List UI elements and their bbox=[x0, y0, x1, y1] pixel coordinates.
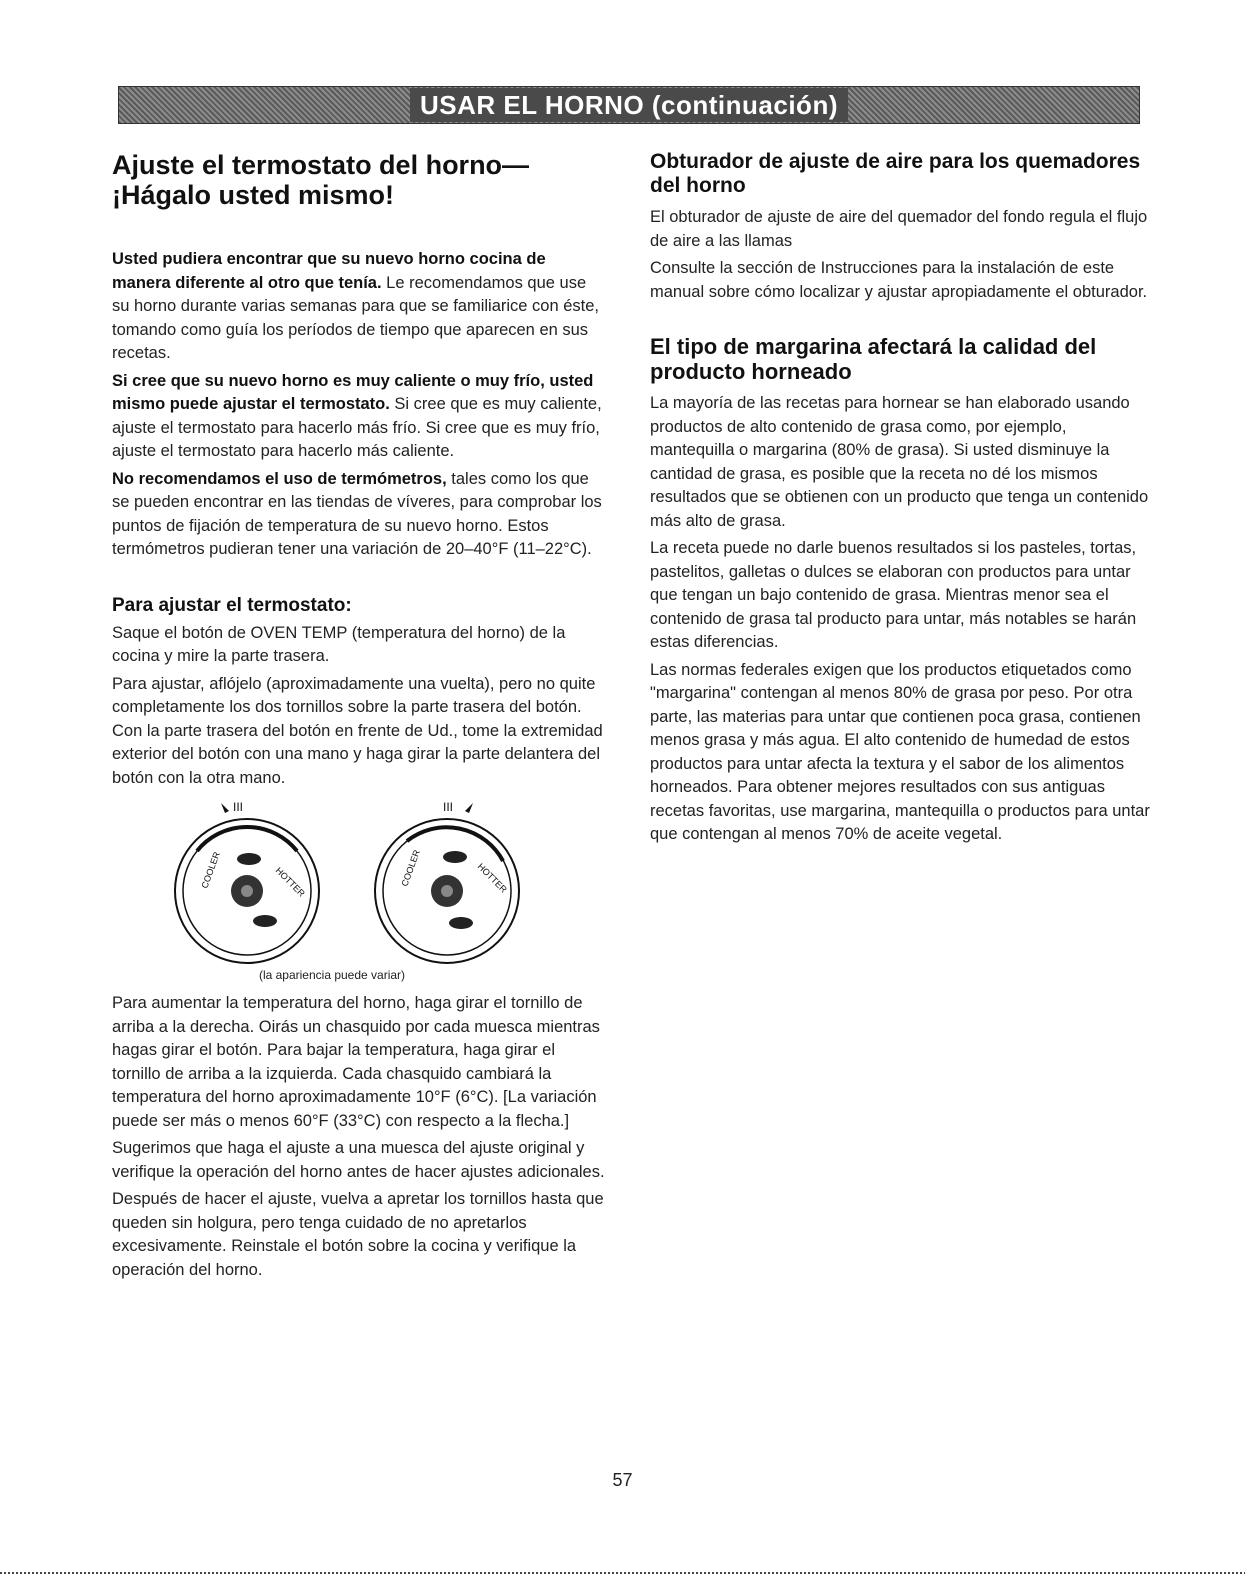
adjust-subtitle: Para ajustar el termostato: bbox=[112, 594, 352, 616]
knob-left-cooler-label: COOLER bbox=[199, 850, 222, 890]
knob-diagram bbox=[152, 796, 572, 966]
paragraph-federal-rules: Las normas federales exigen que los productos etiquetados como "margarina" contengan al menos 80% de grasa por peso. Por otra parte, las materias para untar que contienen poca grasa, contienen menos grasa y más agua. El alto contenido de humedad de estos productos para untar afecta la textura y el sabor de los alimentos horneados. Para obtener mejores resultados con sus antiguas recetas favoritas, use margarina, mantequilla o productos para untar que contengan al menos 70% de aceite vegetal. bbox=[650, 660, 1150, 843]
arrow-left-icon bbox=[221, 803, 229, 813]
right-column bbox=[650, 150, 1150, 851]
svg-text:III: III bbox=[443, 800, 454, 814]
bottom-rule bbox=[0, 1572, 1245, 1574]
paragraph-thermometers-bold: No recomendamos el uso de termómetros, bbox=[112, 469, 447, 488]
arrow-right-icon bbox=[465, 803, 473, 813]
paragraph-suggest: Sugerimos que haga el ajuste a una muesca del ajuste original y verifique la operación del horno antes de hacer ajustes adicionales. bbox=[112, 1139, 605, 1181]
knob-figure bbox=[152, 796, 572, 966]
knob-left bbox=[175, 800, 319, 963]
banner-title: USAR EL HORNO (continuación) bbox=[410, 88, 848, 122]
section-banner bbox=[118, 86, 1140, 124]
paragraph-remove-knob: Saque el botón de OVEN TEMP (temperatura del horno) de la cocina y mire la parte trasera. bbox=[112, 623, 566, 665]
paragraph-new-oven-text: Le recomendamos que use su horno durante varias semanas para que se familiarice con éste, tomando como guía los períodos de tiempo que aparecen en sus recetas. bbox=[112, 273, 600, 362]
knob-right-cooler-label: COOLER bbox=[399, 848, 422, 888]
figure-caption: (la apariencia puede variar) bbox=[258, 968, 406, 982]
thermostat-title-line2: ¡Hágalo usted mismo! bbox=[112, 180, 395, 210]
paragraph-new-oven-bold: Usted pudiera encontrar que su nuevo horno cocina de manera diferente al otro que tenía. bbox=[112, 250, 546, 292]
paragraph-hot-cold-bold: Si cree que su nuevo horno es muy caliente o muy frío, usted mismo puede ajustar el termostato. bbox=[112, 371, 594, 413]
paragraph-hot-cold bbox=[112, 370, 607, 464]
paragraph-thermometers bbox=[112, 468, 607, 562]
paragraph-hot-cold-text: Si cree que es muy caliente, ajuste el termostato para hacerlo más frío. Si cree que es muy frío, ajuste el termostato para hacerlo más caliente. bbox=[112, 395, 602, 460]
paragraph-increase-temp: Para aumentar la temperatura del horno, haga girar el tornillo de arriba a la derecha. Oirás un chasquido por cada muesca mientras hagas girar el botón. Para bajar la temperatura, haga girar el tornillo de arriba a la izquierda. Cada chasquido cambiará la temperatura del horno aproximadamente 10°F (6°C). [La variación puede ser más o menos 60°F (33°C) con respecto a la flecha.] bbox=[112, 994, 600, 1130]
page-number: 57 bbox=[612, 1470, 633, 1490]
paragraph-thermometers-text: tales como los que se pueden encontrar en las tiendas de víveres, para comprobar los puntos de fijación de temperatura de su nuevo horno. Estos termómetros pudieran tener una variación de 20–40°F (11–22°C). bbox=[112, 469, 602, 558]
paragraph-air-shutter: El obturador de ajuste de aire del quemador del fondo regula el flujo de aire a las llamas bbox=[650, 208, 1148, 250]
paragraph-after-adjust: Después de hacer el ajuste, vuelva a apretar los tornillos hasta que queden sin holgura, pero tenga cuidado de no apretarlos excesivamente. Reinstale el botón sobre la cocina y verifique la operación del horno. bbox=[112, 1190, 604, 1279]
spacer bbox=[650, 308, 1150, 334]
left-column bbox=[112, 150, 607, 1286]
paragraph-recipes-fat: La mayoría de las recetas para hornear se han elaborado usando productos de alto contenido de grasa como, por ejemplo, mantequilla o margarina (80% de grasa). Si usted disminuye la cantidad de grasa, es posible que la receta no dé los mismos resultados que se obtienen con un producto que tenga un contenido más alto de grasa. bbox=[650, 394, 1149, 530]
knob-left-hotter-label: HOTTER bbox=[273, 865, 307, 899]
paragraph-loosen: Para ajustar, aflójelo (aproximadamente una vuelta), pero no quite completamente los dos tornillos sobre la parte trasera del botón. Con la parte trasera del botón en frente de Ud., tome la extremidad exterior del botón con una mano y haga girar la parte delantera del botón con la otra mano. bbox=[112, 674, 603, 787]
paragraph-low-fat: La receta puede no darle buenos resultados si los pasteles, tortas, pastelitos, galletas o dulces se elaboran con productos para untar que tengan un bajo contenido de grasa. Mientras menor sea el contenido de grasa tal producto para untar, más notables se harán estas diferencias. bbox=[650, 539, 1137, 651]
paragraph-new-oven bbox=[112, 248, 607, 366]
thermostat-title-line1: Ajuste el termostato del horno— bbox=[112, 150, 530, 180]
svg-text:III: III bbox=[233, 800, 244, 814]
air-shutter-title: Obturador de ajuste de aire para los quemadores del horno bbox=[650, 150, 1141, 197]
knob-right-hotter-label: HOTTER bbox=[475, 861, 509, 895]
knob-right bbox=[375, 800, 519, 963]
thermostat-title bbox=[112, 150, 607, 210]
margarine-title: El tipo de margarina afectará la calidad del producto horneado bbox=[650, 334, 1097, 384]
paragraph-installation: Consulte la sección de Instrucciones para la instalación de este manual sobre cómo localizar y ajustar apropiadamente el obturador. bbox=[650, 259, 1148, 301]
